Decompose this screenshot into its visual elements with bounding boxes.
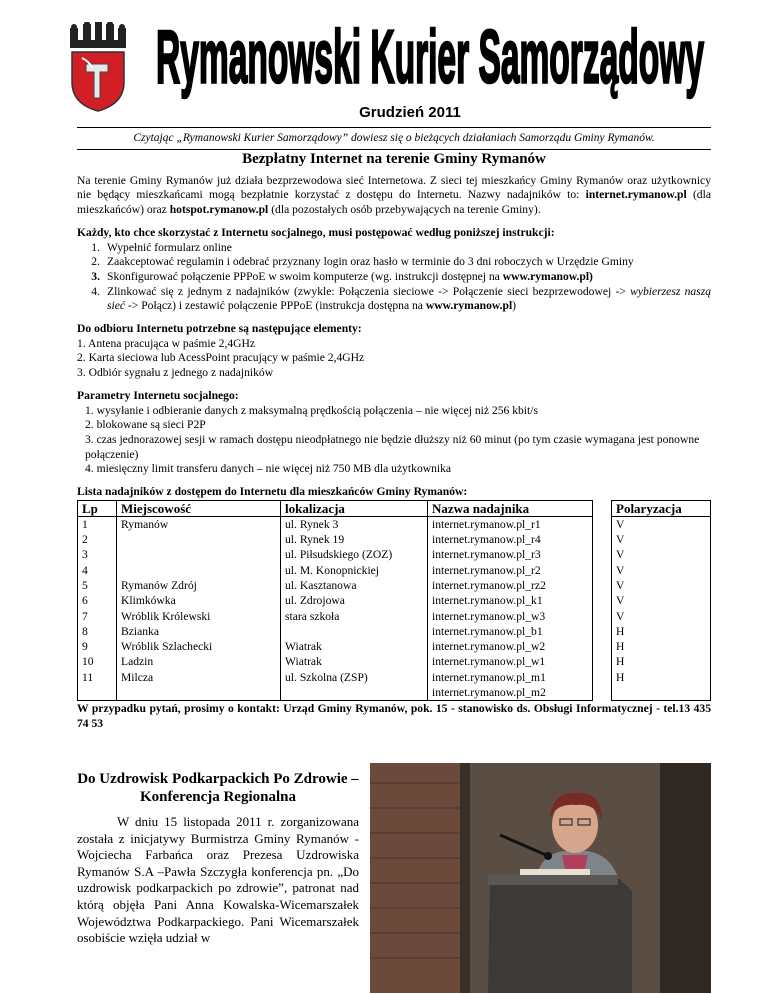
cell-location: ul. Rynek 19 bbox=[281, 532, 428, 547]
col-location: lokalizacja bbox=[281, 500, 428, 516]
table-row bbox=[78, 532, 711, 547]
cell-name: internet.rymanow.pl_w1 bbox=[428, 654, 593, 669]
cell-name: internet.rymanow.pl_m2 bbox=[428, 685, 593, 701]
cell-town: Rymanów bbox=[117, 516, 281, 532]
cell-name: internet.rymanow.pl_r3 bbox=[428, 547, 593, 562]
cell-spacer bbox=[593, 624, 612, 639]
section-heading: Każdy, kto chce skorzystać z Internetu socjalnego, musi postępować według poniższej instrukcji: bbox=[77, 225, 555, 239]
list-item: 1. wysyłanie i odbieranie danych z maksymalną prędkością połączenia – nie więcej niż 256 kbit/s bbox=[85, 403, 538, 417]
table-row bbox=[78, 654, 711, 669]
cell-spacer bbox=[593, 532, 612, 547]
cell-town: Wróblik Królewski bbox=[117, 609, 281, 624]
masthead-title bbox=[150, 14, 710, 100]
transmitters-table bbox=[77, 500, 711, 702]
cell-spacer bbox=[593, 685, 612, 701]
col-spacer bbox=[593, 500, 612, 516]
cell-spacer bbox=[593, 639, 612, 654]
cell-name: internet.rymanow.pl_r1 bbox=[428, 516, 593, 532]
list-item: 3. Odbiór sygnału z jednego z nadajników bbox=[77, 366, 274, 380]
conference-photo bbox=[370, 763, 711, 993]
list-item: 3. czas jednorazowej sesji w ramach dostępu nieodpłatnego nie będzie dłuższy niż 60 minut (po tym czasie wymagana jest ponowne połączenie) bbox=[85, 432, 700, 461]
list-item: 2. Zaakceptować regulamin i odebrać przyznany login oraz hasło w terminie do 3 dni roboczych w Urzędzie Gminy bbox=[91, 255, 634, 269]
cell-town: Klimkówka bbox=[117, 593, 281, 608]
cell-polarization: V bbox=[612, 563, 711, 578]
cell-polarization: H bbox=[612, 654, 711, 669]
cell-town: Milcza bbox=[117, 670, 281, 685]
cell-town bbox=[117, 685, 281, 701]
link-hotspot: hotspot.rymanow.pl bbox=[169, 203, 269, 217]
cell-town bbox=[117, 532, 281, 547]
cell-polarization: V bbox=[612, 532, 711, 547]
cell-spacer bbox=[593, 547, 612, 562]
cell-spacer bbox=[593, 670, 612, 685]
section-heading: Parametry Internetu socjalnego: bbox=[77, 388, 239, 402]
list-item: 4. Zlinkować się z jednym z nadajników (zwykle: Połączenia sieciowe -> Połączenie sieci bezprzewodowej -> wybierzesz naszą sieć -> Połącz) i zestawić połączenie PPPoE (instrukcja dostępna na www.rymanow.pl) bbox=[91, 284, 711, 313]
table-row bbox=[78, 563, 711, 578]
cell-lp bbox=[78, 685, 117, 701]
cell-spacer bbox=[593, 578, 612, 593]
cell-spacer bbox=[593, 563, 612, 578]
cell-location: ul. Piłsudskiego (ZOZ) bbox=[281, 547, 428, 562]
table-row bbox=[78, 578, 711, 593]
cell-name: internet.rymanow.pl_r4 bbox=[428, 532, 593, 547]
coat-of-arms-icon bbox=[62, 22, 134, 112]
cell-name: internet.rymanow.pl_k1 bbox=[428, 593, 593, 608]
cell-location: Wiatrak bbox=[281, 639, 428, 654]
cell-location: ul. M. Konopnickiej bbox=[281, 563, 428, 578]
article-title: Bezpłatny Internet na terenie Gminy Rymanów bbox=[242, 151, 546, 167]
article-free-internet bbox=[77, 152, 711, 732]
list-item: 1. Wypełnić formularz online bbox=[91, 240, 232, 254]
article-body: W dniu 15 listopada 2011 r. zorganizowana została z inicjatywy Burmistrza Gminy Rymanów - Wojciecha Farbańca oraz Prezesa Uzdrowiska Rymanów S.A –Pawła Szczygła konferencja pn. „Do uzdrowisk podkarpackich po zdrowie”, patronat nad którą objęła Pani Anna Kowalska-Wicemarszałek Województwa Podkarpackiego. Pani Wicemarszałek osobiście wzięła udział w bbox=[77, 814, 359, 946]
cell-spacer bbox=[593, 516, 612, 532]
cell-lp: 9 bbox=[78, 639, 117, 654]
cell-location: ul. Kasztanowa bbox=[281, 578, 428, 593]
cell-town: Ladzin bbox=[117, 654, 281, 669]
intro-paragraph: Na terenie Gminy Rymanów już działa bezprzewodowa sieć Internetowa. Z sieci tej mieszkańcy Gminy Rymanów oraz użytkownicy nie będący mieszkańcami mogą bezpłatnie korzystać z dostępu do Internetu. Nazwy nadajników to: internet.rymanow.pl (dla mieszkańców) oraz hotspot.rymanow.pl (dla pozostałych osób przebywających na terenie Gminy). bbox=[77, 173, 711, 217]
col-polarization: Polaryzacja bbox=[612, 500, 711, 516]
steps-list bbox=[77, 241, 711, 315]
tagline: Czytając „Rymanowski Kurier Samorządowy” dowiesz się o bieżących działaniach Samorządu Gminy Rymanów. bbox=[133, 132, 655, 144]
table-row bbox=[78, 516, 711, 532]
cell-polarization: H bbox=[612, 639, 711, 654]
cell-spacer bbox=[593, 609, 612, 624]
cell-town: Rymanów Zdrój bbox=[117, 578, 281, 593]
cell-location: ul. Zdrojowa bbox=[281, 593, 428, 608]
cell-lp: 4 bbox=[78, 563, 117, 578]
cell-polarization: V bbox=[612, 609, 711, 624]
parameters-section bbox=[77, 389, 711, 477]
section-heading: Do odbioru Internetu potrzebne są następujące elementy: bbox=[77, 322, 362, 336]
table-row bbox=[78, 639, 711, 654]
cell-location: ul. Rynek 3 bbox=[281, 516, 428, 532]
cell-name: internet.rymanow.pl_rz2 bbox=[428, 578, 593, 593]
cell-name: internet.rymanow.pl_b1 bbox=[428, 624, 593, 639]
cell-town bbox=[117, 547, 281, 562]
cell-town bbox=[117, 563, 281, 578]
table-row bbox=[78, 593, 711, 608]
cell-name: internet.rymanow.pl_m1 bbox=[428, 670, 593, 685]
link-internet: internet.rymanow.pl bbox=[585, 188, 687, 202]
divider bbox=[77, 149, 711, 150]
table-row bbox=[78, 609, 711, 624]
cell-name: internet.rymanow.pl_w3 bbox=[428, 609, 593, 624]
link-rymanow: www.rymanow.pl) bbox=[502, 269, 593, 283]
col-lp: Lp bbox=[78, 500, 117, 516]
table-row bbox=[78, 685, 711, 701]
table-row bbox=[78, 670, 711, 685]
table-row bbox=[78, 547, 711, 562]
cell-lp: 1 bbox=[78, 516, 117, 532]
cell-polarization: V bbox=[612, 593, 711, 608]
article-title: Do Uzdrowisk Podkarpackich Po Zdrowie – Konferencja Regionalna bbox=[77, 771, 359, 805]
cell-name: internet.rymanow.pl_r2 bbox=[428, 563, 593, 578]
list-item: 1. Antena pracująca w paśmie 2,4GHz bbox=[77, 336, 256, 350]
issue-date: Grudzień 2011 bbox=[359, 104, 461, 121]
cell-lp: 7 bbox=[78, 609, 117, 624]
requirements-section bbox=[77, 322, 711, 381]
contact-info: W przypadku pytań, prosimy o kontakt: Urząd Gminy Rymanów, pok. 15 - stanowisko ds. Obsługi Informatycznej - tel.13 435 74 53 bbox=[77, 702, 711, 731]
cell-location bbox=[281, 685, 428, 701]
list-item: 3. Skonfigurować połączenie PPPoE w swoim komputerze (wg. instrukcji dostępnej na www.rymanow.pl) bbox=[91, 269, 593, 283]
table-header-row bbox=[78, 500, 711, 516]
cell-polarization bbox=[612, 685, 711, 701]
article-conference bbox=[77, 770, 359, 947]
table-row bbox=[78, 624, 711, 639]
table-caption: Lista nadajników z dostępem do Internetu dla mieszkańców Gminy Rymanów: bbox=[77, 485, 468, 499]
list-item: 2. Karta sieciowa lub AcessPoint pracujący w paśmie 2,4GHz bbox=[77, 351, 365, 365]
col-name: Nazwa nadajnika bbox=[428, 500, 593, 516]
cell-location: stara szkoła bbox=[281, 609, 428, 624]
col-town: Miejscowość bbox=[117, 500, 281, 516]
cell-lp: 11 bbox=[78, 670, 117, 685]
cell-polarization: H bbox=[612, 670, 711, 685]
cell-polarization: H bbox=[612, 624, 711, 639]
cell-lp: 10 bbox=[78, 654, 117, 669]
cell-lp: 6 bbox=[78, 593, 117, 608]
cell-lp: 3 bbox=[78, 547, 117, 562]
cell-location: ul. Szkolna (ZSP) bbox=[281, 670, 428, 685]
cell-town: Bzianka bbox=[117, 624, 281, 639]
cell-town: Wróblik Szlachecki bbox=[117, 639, 281, 654]
cell-name: internet.rymanow.pl_w2 bbox=[428, 639, 593, 654]
cell-polarization: V bbox=[612, 578, 711, 593]
cell-lp: 2 bbox=[78, 532, 117, 547]
list-item: 4. miesięczny limit transferu danych – nie więcej niż 750 MB dla użytkownika bbox=[85, 462, 452, 476]
cell-location: Wiatrak bbox=[281, 654, 428, 669]
divider bbox=[77, 127, 711, 128]
cell-spacer bbox=[593, 593, 612, 608]
list-item: 2. blokowane są sieci P2P bbox=[85, 418, 206, 432]
cell-polarization: V bbox=[612, 516, 711, 532]
cell-polarization: V bbox=[612, 547, 711, 562]
link-rymanow: www.rymanow.pl bbox=[425, 299, 513, 313]
cell-location bbox=[281, 624, 428, 639]
cell-spacer bbox=[593, 654, 612, 669]
cell-lp: 5 bbox=[78, 578, 117, 593]
svg-text:Rymanowski Kurier Samorządowy: Rymanowski Kurier Samorządowy bbox=[156, 14, 705, 99]
instructions-section bbox=[77, 226, 711, 314]
transmitters-section bbox=[77, 485, 711, 732]
cell-lp: 8 bbox=[78, 624, 117, 639]
